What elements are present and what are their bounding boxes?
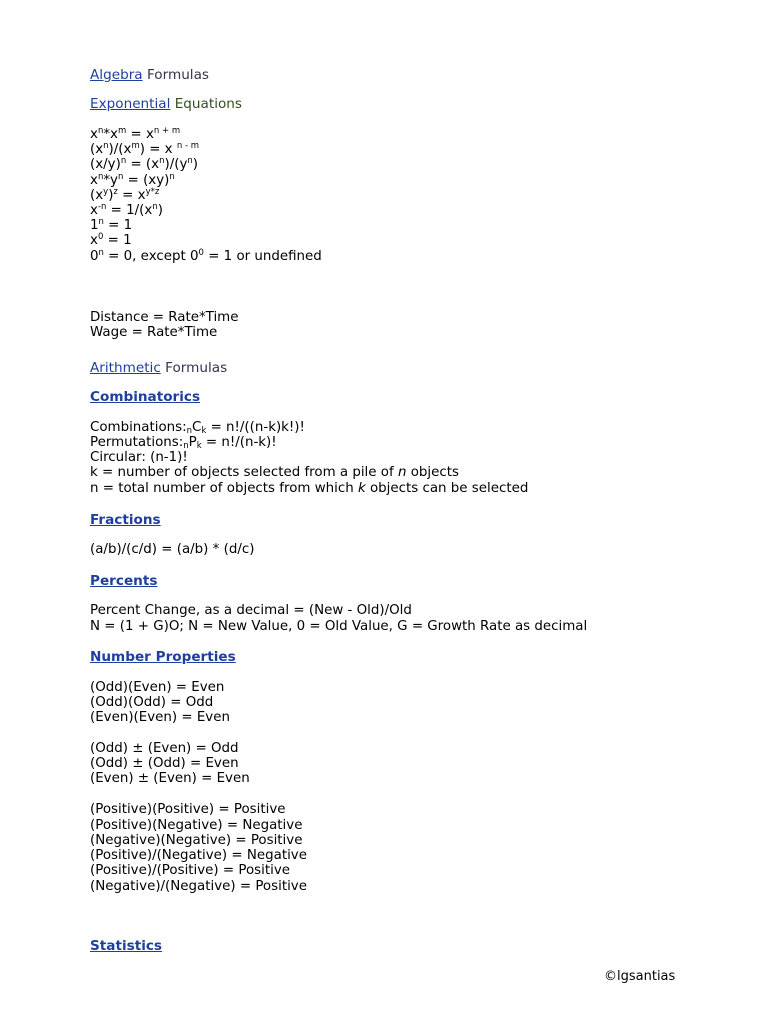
percent-change-formula: Percent Change, as a decimal = (New - Old)/Old xyxy=(90,603,412,618)
number-properties-link[interactable]: Number Properties xyxy=(90,649,236,665)
percents-link[interactable]: Percents xyxy=(90,573,158,589)
algebra-link[interactable]: Algebra xyxy=(90,67,143,83)
footer-credit: ©lgsantias xyxy=(604,969,676,984)
combinatorics-link[interactable]: Combinatorics xyxy=(90,389,201,405)
exp-rule-negative: $x^{-n} = 1/(x^n)$ xyxy=(90,202,163,218)
property-line: (Odd) ± (Odd) = Even xyxy=(90,756,239,771)
fractions-rule: (a/b)/(c/d) = (a/b) * (d/c) xyxy=(90,542,255,557)
exponential-heading: Exponential Equations xyxy=(90,96,242,112)
property-line: (Negative)/(Negative) = Positive xyxy=(90,879,307,894)
fractions-link[interactable]: Fractions xyxy=(90,512,161,528)
exponential-link[interactable]: Exponential xyxy=(90,96,171,112)
k-definition: k = number of objects selected from a pile of n objects xyxy=(90,465,459,480)
n-definition: n = total number of objects from which k objects can be selected xyxy=(90,481,529,496)
property-line: (Positive)/(Negative) = Negative xyxy=(90,848,307,863)
exp-rule-zero-base: $0^n = 0$, except $0^0 = 1$ or undefined xyxy=(90,248,322,264)
exp-rule-power-of-power: $(x^y)^z = x^{y*z}$ xyxy=(90,187,160,203)
exp-rule-power-of-product: $x^n*y^n = (xy)^n$ xyxy=(90,172,175,188)
property-line: (Even) ± (Even) = Even xyxy=(90,771,250,786)
exp-rule-zero-power: $x^0 = 1$ xyxy=(90,232,132,248)
permutations-formula: $Permutations:_nP_k = n!/(n-k)$! xyxy=(90,435,277,451)
arithmetic-link[interactable]: Arithmetic xyxy=(90,360,161,376)
percents-heading xyxy=(90,573,157,589)
wage-formula: Wage = Rate*Time xyxy=(90,325,218,340)
exp-rule-one: $1^n = 1$ xyxy=(90,217,133,233)
property-line: (Positive)(Negative) = Negative xyxy=(90,818,303,833)
fractions-heading xyxy=(90,512,161,528)
arithmetic-heading: Arithmetic Formulas xyxy=(90,360,228,376)
property-line: (Odd)(Odd) = Odd xyxy=(90,695,214,710)
property-line: (Even)(Even) = Even xyxy=(90,710,230,725)
distance-formula: Distance = Rate*Time xyxy=(90,310,239,325)
property-line: (Positive)/(Positive) = Positive xyxy=(90,863,291,878)
number-properties-heading xyxy=(90,649,236,665)
statistics-link[interactable]: Statistics xyxy=(90,938,163,954)
combinatorics-heading xyxy=(90,389,200,405)
property-line: (Positive)(Positive) = Positive xyxy=(90,802,286,817)
statistics-heading xyxy=(90,938,162,954)
property-line: (Odd) ± (Even) = Odd xyxy=(90,741,239,756)
circular-formula: Circular: (n-1)! xyxy=(90,450,188,465)
exp-rule-power-of-quotient: $(x/y)^n = (x^n)/(y^n)$ xyxy=(90,156,198,172)
growth-formula: N = (1 + G)O; N = New Value, 0 = Old Value, G = Growth Rate as decimal xyxy=(90,619,588,634)
exp-rule-product: $x^n*x^m = x^{n + m}$ xyxy=(90,126,181,142)
property-line: (Negative)(Negative) = Positive xyxy=(90,833,303,848)
exp-rule-quotient: $(x^n)/(x^m) = x$ $^{n - m}$ xyxy=(90,141,199,157)
combinations-formula: $Combinations:_nC_k = n!/((n-k)k!)$! xyxy=(90,420,305,436)
property-line: (Odd)(Even) = Even xyxy=(90,680,225,695)
algebra-heading: Algebra Formulas xyxy=(90,67,209,83)
